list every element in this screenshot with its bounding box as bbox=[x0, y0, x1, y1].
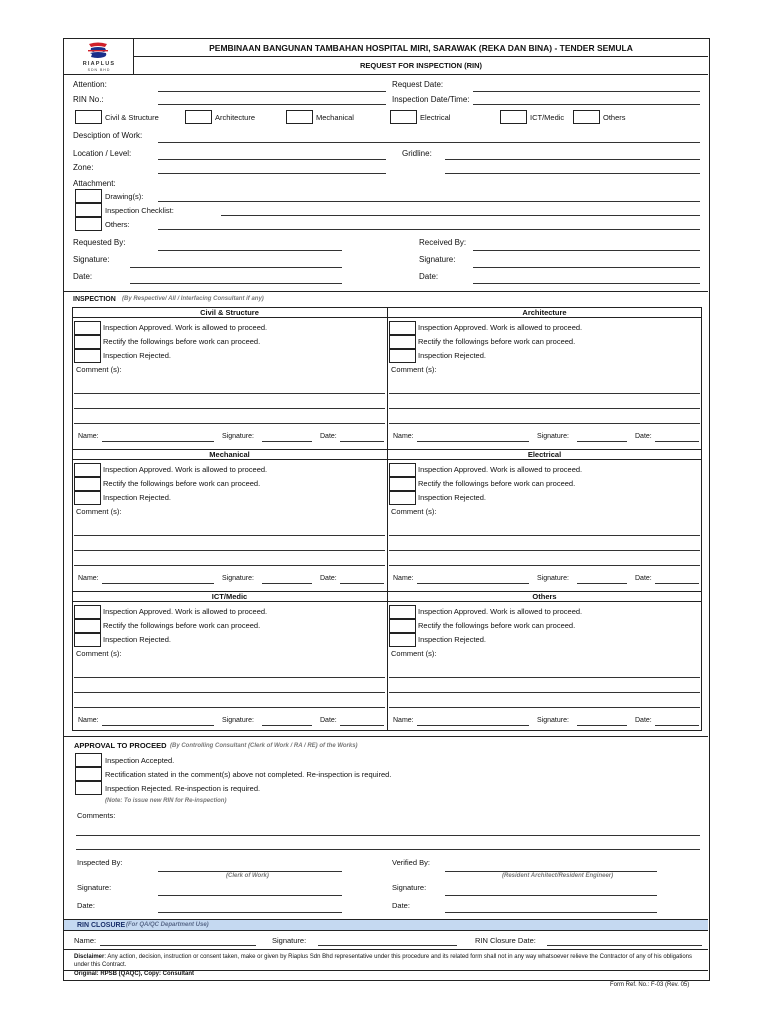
discipline-civil-label: Civil & Structure bbox=[105, 113, 159, 122]
logo-company-subtitle: SDN BHD bbox=[87, 68, 111, 72]
panel-comment-line[interactable] bbox=[74, 550, 385, 551]
disclaimer bbox=[74, 953, 702, 969]
discipline-electrical-checkbox[interactable] bbox=[390, 110, 417, 124]
panel-signature-field[interactable] bbox=[262, 441, 312, 442]
panel-option-checkbox[interactable] bbox=[389, 349, 416, 363]
discipline-others-label: Others bbox=[603, 113, 626, 122]
discipline-others-checkbox[interactable] bbox=[573, 110, 600, 124]
panel-option-label: Inspection Approved. Work is allowed to proceed. bbox=[103, 323, 268, 332]
attachment-drawings-field[interactable] bbox=[158, 201, 700, 202]
panel-option-checkbox[interactable] bbox=[389, 491, 416, 505]
panel-signature-label: Signature: bbox=[222, 433, 254, 440]
panel-title-electrical: Electrical bbox=[387, 449, 702, 460]
approval-rejected-checkbox[interactable] bbox=[75, 781, 102, 795]
attention-field[interactable] bbox=[158, 91, 386, 92]
clerk-of-work-note: (Clerk of Work) bbox=[226, 873, 269, 879]
panel-option-label: Inspection Approved. Work is allowed to proceed. bbox=[103, 465, 268, 474]
panel-name-label: Name: bbox=[393, 575, 414, 582]
panel-option-label: Rectify the followings before work can proceed. bbox=[103, 337, 261, 346]
panel-comment-line[interactable] bbox=[74, 408, 385, 409]
attachment-others-checkbox[interactable] bbox=[75, 217, 102, 231]
attention-label: Attention: bbox=[73, 80, 107, 89]
panel-option-label: Inspection Rejected. bbox=[418, 493, 486, 502]
inspected-date-field[interactable] bbox=[158, 912, 342, 913]
panel-option-label: Rectify the followings before work can proceed. bbox=[103, 621, 261, 630]
approval-comments-label: Comments: bbox=[77, 811, 116, 820]
panel-comment-line[interactable] bbox=[74, 565, 385, 566]
panel-comment-line[interactable] bbox=[389, 423, 700, 424]
zone-label: Zone: bbox=[73, 163, 94, 172]
original-copy-note: Original: RPSB (QAQC), Copy: Consultant bbox=[74, 971, 194, 977]
attachment-checklist-checkbox[interactable] bbox=[75, 203, 102, 217]
panel-comment-line[interactable] bbox=[74, 393, 385, 394]
panel-name-field[interactable] bbox=[417, 725, 529, 726]
panel-date-field[interactable] bbox=[655, 441, 699, 442]
closure-signature-label: Signature: bbox=[272, 936, 307, 945]
panel-option-row bbox=[387, 491, 702, 505]
section-divider bbox=[64, 736, 708, 737]
panel-comment-line[interactable] bbox=[74, 707, 385, 708]
attachment-drawings-label: Drawing(s): bbox=[105, 192, 144, 201]
received-signature-field[interactable] bbox=[473, 267, 700, 268]
discipline-architecture-checkbox[interactable] bbox=[185, 110, 212, 124]
panel-date-field[interactable] bbox=[340, 441, 384, 442]
verified-date-field[interactable] bbox=[445, 912, 657, 913]
closure-date-field[interactable] bbox=[547, 945, 702, 946]
closure-name-label: Name: bbox=[74, 936, 97, 945]
panel-option-checkbox[interactable] bbox=[389, 335, 416, 349]
panel-title-architecture: Architecture bbox=[387, 307, 702, 318]
panel-option-row bbox=[387, 633, 702, 647]
approval-rectification-label: Rectification stated in the comment(s) above not completed. Re-inspection is required. bbox=[105, 770, 392, 779]
inspected-date-label: Date: bbox=[77, 901, 95, 910]
discipline-mechanical-label: Mechanical bbox=[316, 113, 354, 122]
panel-comment-line[interactable] bbox=[389, 535, 700, 536]
discipline-architecture-label: Architecture bbox=[215, 113, 256, 122]
panel-option-checkbox[interactable] bbox=[74, 335, 101, 349]
panel-option-label: Rectify the followings before work can proceed. bbox=[418, 621, 576, 630]
panel-option-row bbox=[72, 463, 387, 477]
panel-option-checkbox[interactable] bbox=[389, 619, 416, 633]
panel-title-civil: Civil & Structure bbox=[72, 307, 387, 318]
zone-field[interactable] bbox=[158, 173, 386, 174]
approval-heading-note: (By Controlling Consultant (Clerk of Work / RA / RE) of the Works) bbox=[170, 743, 358, 749]
logo-company-name: RIAPLUS bbox=[82, 61, 116, 67]
panel-comment-line[interactable] bbox=[389, 408, 700, 409]
attachment-checklist-field[interactable] bbox=[221, 215, 700, 216]
panel-option-row bbox=[387, 619, 702, 633]
panel-option-label: Inspection Rejected. bbox=[103, 635, 171, 644]
panel-signature-field[interactable] bbox=[262, 583, 312, 584]
panel-comment-label: Comment (s): bbox=[391, 649, 437, 658]
request-date-field[interactable] bbox=[473, 91, 700, 92]
location-label: Location / Level: bbox=[73, 149, 132, 158]
approval-rectification-checkbox[interactable] bbox=[75, 767, 102, 781]
panel-comment-line[interactable] bbox=[74, 423, 385, 424]
discipline-civil-checkbox[interactable] bbox=[75, 110, 102, 124]
inspection-panel-ict bbox=[72, 591, 387, 732]
panel-title-mechanical: Mechanical bbox=[72, 449, 387, 460]
panel-option-checkbox[interactable] bbox=[74, 491, 101, 505]
panel-date-label: Date: bbox=[635, 717, 652, 724]
approval-accepted-label: Inspection Accepted. bbox=[105, 756, 175, 765]
inspection-datetime-label: Inspection Date/Time: bbox=[392, 95, 470, 104]
request-date-label: Request Date: bbox=[392, 80, 444, 89]
section-divider bbox=[64, 291, 708, 292]
company-logo bbox=[64, 39, 134, 75]
panel-signature-label: Signature: bbox=[222, 717, 254, 724]
panel-comment-line[interactable] bbox=[389, 677, 700, 678]
attachment-others-field[interactable] bbox=[158, 229, 700, 230]
panel-title-others: Others bbox=[387, 591, 702, 602]
form-title: REQUEST FOR INSPECTION (RIN) bbox=[359, 61, 483, 70]
panel-signature-field[interactable] bbox=[577, 725, 627, 726]
panel-comment-line[interactable] bbox=[389, 565, 700, 566]
panel-signature-field[interactable] bbox=[577, 441, 627, 442]
approval-accepted-checkbox[interactable] bbox=[75, 753, 102, 767]
approval-heading: APPROVAL TO PROCEED bbox=[74, 741, 167, 750]
inspection-panel-architecture bbox=[387, 307, 702, 448]
panel-name-label: Name: bbox=[78, 717, 99, 724]
inspection-heading: INSPECTION bbox=[73, 296, 116, 303]
panel-option-checkbox[interactable] bbox=[74, 349, 101, 363]
verified-signature-field[interactable] bbox=[445, 895, 657, 896]
panel-signature-field[interactable] bbox=[262, 725, 312, 726]
panel-name-label: Name: bbox=[78, 575, 99, 582]
panel-option-label: Rectify the followings before work can proceed. bbox=[418, 337, 576, 346]
panel-option-checkbox[interactable] bbox=[74, 477, 101, 491]
approval-comment-line-1[interactable] bbox=[76, 835, 700, 836]
panel-date-label: Date: bbox=[320, 433, 337, 440]
panel-signature-field[interactable] bbox=[577, 583, 627, 584]
panel-date-field[interactable] bbox=[655, 725, 699, 726]
panel-option-label: Rectify the followings before work can proceed. bbox=[418, 479, 576, 488]
panel-comment-line[interactable] bbox=[389, 393, 700, 394]
panel-title-ict: ICT/Medic bbox=[72, 591, 387, 602]
riaplus-logo-icon bbox=[85, 42, 111, 60]
rin-closure-bar bbox=[64, 919, 708, 931]
closure-signature-field[interactable] bbox=[318, 945, 457, 946]
verified-by-field[interactable] bbox=[445, 871, 657, 872]
form-reference: Form Ref. No.: F-03 (Rev. 05) bbox=[610, 982, 690, 988]
panel-option-checkbox[interactable] bbox=[389, 321, 416, 335]
inspection-panel-mechanical bbox=[72, 449, 387, 590]
inspected-signature-field[interactable] bbox=[158, 895, 342, 896]
panel-column-divider bbox=[387, 307, 388, 730]
requested-by-field[interactable] bbox=[158, 250, 342, 251]
inspection-panel-others bbox=[387, 591, 702, 732]
panel-date-field[interactable] bbox=[655, 583, 699, 584]
attachment-drawings-checkbox[interactable] bbox=[75, 189, 102, 203]
verified-by-label: Verified By: bbox=[392, 858, 430, 867]
approval-reinspection-note: (Note: To issue new RIN for Re-inspection) bbox=[105, 798, 227, 804]
verified-date-label: Date: bbox=[392, 901, 410, 910]
gridline-label: Gridline: bbox=[402, 149, 432, 158]
panel-option-checkbox[interactable] bbox=[74, 619, 101, 633]
panel-option-row bbox=[72, 335, 387, 349]
panel-option-row bbox=[72, 349, 387, 363]
verified-signature-label: Signature: bbox=[392, 883, 427, 892]
panel-option-label: Rectify the followings before work can proceed. bbox=[103, 479, 261, 488]
panel-signature-label: Signature: bbox=[222, 575, 254, 582]
inspected-signature-label: Signature: bbox=[77, 883, 112, 892]
panel-comment-label: Comment (s): bbox=[391, 365, 437, 374]
panel-name-label: Name: bbox=[393, 433, 414, 440]
attachment-label: Attachment: bbox=[73, 179, 116, 188]
rin-closure-heading: RIN CLOSURE bbox=[77, 922, 126, 929]
panel-option-row bbox=[72, 321, 387, 335]
panel-option-checkbox[interactable] bbox=[74, 463, 101, 477]
approval-rejected-label: Inspection Rejected. Re-inspection is required. bbox=[105, 784, 261, 793]
panel-option-label: Inspection Rejected. bbox=[418, 351, 486, 360]
inspected-by-field[interactable] bbox=[158, 871, 342, 872]
panel-frame-bottom bbox=[72, 730, 702, 731]
disclaimer-label: Disclaimer bbox=[74, 954, 105, 960]
panel-date-label: Date: bbox=[320, 575, 337, 582]
panel-date-label: Date: bbox=[320, 717, 337, 724]
panel-comment-label: Comment (s): bbox=[391, 507, 437, 516]
panel-signature-label: Signature: bbox=[537, 575, 569, 582]
approval-comment-line-2[interactable] bbox=[76, 849, 700, 850]
inspected-by-label: Inspected By: bbox=[77, 858, 123, 867]
discipline-ict-checkbox[interactable] bbox=[500, 110, 527, 124]
panel-comment-line[interactable] bbox=[74, 535, 385, 536]
form-header bbox=[64, 39, 708, 75]
rin-no-field[interactable] bbox=[158, 104, 386, 105]
requested-signature-field[interactable] bbox=[130, 267, 342, 268]
panel-date-field[interactable] bbox=[340, 583, 384, 584]
attachment-others-label: Others: bbox=[105, 220, 130, 229]
panel-option-checkbox[interactable] bbox=[389, 633, 416, 647]
panel-comment-label: Comment (s): bbox=[76, 649, 122, 658]
panel-option-row bbox=[387, 335, 702, 349]
location-field[interactable] bbox=[158, 159, 386, 160]
panel-name-label: Name: bbox=[393, 717, 414, 724]
zone-extra-field[interactable] bbox=[445, 173, 700, 174]
received-by-field[interactable] bbox=[473, 250, 700, 251]
panel-option-row bbox=[72, 477, 387, 491]
discipline-electrical-label: Electrical bbox=[420, 113, 451, 122]
panel-option-label: Inspection Rejected. bbox=[418, 635, 486, 644]
description-label: Desciption of Work: bbox=[73, 131, 143, 140]
requested-date-field[interactable] bbox=[130, 283, 342, 284]
discipline-ict-label: ICT/Medic bbox=[530, 113, 565, 122]
panel-comment-line[interactable] bbox=[74, 677, 385, 678]
received-date-label: Date: bbox=[419, 272, 439, 281]
gridline-field[interactable] bbox=[445, 159, 700, 160]
panel-option-row bbox=[72, 633, 387, 647]
rin-closure-note: (For QA/QC Department Use) bbox=[126, 922, 209, 928]
panel-frame-left bbox=[72, 307, 73, 730]
panel-option-row bbox=[387, 349, 702, 363]
discipline-mechanical-checkbox[interactable] bbox=[286, 110, 313, 124]
panel-signature-label: Signature: bbox=[537, 433, 569, 440]
panel-option-row bbox=[387, 605, 702, 619]
panel-option-row bbox=[72, 619, 387, 633]
description-field[interactable] bbox=[158, 142, 700, 143]
panel-option-checkbox[interactable] bbox=[74, 321, 101, 335]
received-by-label: Received By: bbox=[419, 238, 467, 247]
panel-option-label: Inspection Approved. Work is allowed to proceed. bbox=[418, 465, 583, 474]
panel-option-row bbox=[387, 463, 702, 477]
panel-frame-right bbox=[701, 307, 702, 730]
panel-comment-label: Comment (s): bbox=[76, 507, 122, 516]
panel-name-label: Name: bbox=[78, 433, 99, 440]
requested-by-label: Requested By: bbox=[73, 238, 126, 247]
panel-name-field[interactable] bbox=[102, 441, 214, 442]
inspection-panel-civil bbox=[72, 307, 387, 448]
requested-signature-label: Signature: bbox=[73, 255, 110, 264]
closure-date-label: RIN Closure Date: bbox=[475, 936, 536, 945]
disclaimer-text: : Any action, decision, instruction or consent taken, make or given by Riaplus Sdn Bhd representative under this procedure and its related form shall not in any way whatsoever relieve the Contractor of any of his obligations under this Contract. bbox=[74, 954, 693, 968]
panel-comment-line[interactable] bbox=[389, 692, 700, 693]
panel-signature-label: Signature: bbox=[537, 717, 569, 724]
panel-option-label: Inspection Approved. Work is allowed to proceed. bbox=[418, 323, 583, 332]
panel-comment-line[interactable] bbox=[74, 692, 385, 693]
panel-option-row bbox=[387, 477, 702, 491]
resident-architect-note: (Resident Architect/Resident Engineer) bbox=[502, 873, 614, 879]
panel-option-checkbox[interactable] bbox=[74, 633, 101, 647]
attachment-checklist-label: Inspection Checklist: bbox=[105, 206, 174, 215]
panel-name-field[interactable] bbox=[102, 725, 214, 726]
panel-name-field[interactable] bbox=[102, 583, 214, 584]
panel-option-row bbox=[72, 605, 387, 619]
panel-comment-line[interactable] bbox=[389, 707, 700, 708]
rin-no-label: RIN No.: bbox=[73, 95, 104, 104]
panel-option-label: Inspection Rejected. bbox=[103, 493, 171, 502]
section-divider bbox=[64, 949, 708, 950]
panel-option-checkbox[interactable] bbox=[389, 463, 416, 477]
panel-option-checkbox[interactable] bbox=[389, 605, 416, 619]
panel-option-label: Inspection Approved. Work is allowed to proceed. bbox=[418, 607, 583, 616]
panel-date-field[interactable] bbox=[340, 725, 384, 726]
rin-form bbox=[63, 38, 710, 981]
requested-date-label: Date: bbox=[73, 272, 93, 281]
panel-date-label: Date: bbox=[635, 433, 652, 440]
panel-option-row bbox=[387, 321, 702, 335]
panel-date-label: Date: bbox=[635, 575, 652, 582]
panel-name-field[interactable] bbox=[417, 583, 529, 584]
closure-name-field[interactable] bbox=[100, 945, 256, 946]
received-date-field[interactable] bbox=[473, 283, 700, 284]
panel-option-checkbox[interactable] bbox=[74, 605, 101, 619]
panel-option-row bbox=[72, 491, 387, 505]
panel-option-checkbox[interactable] bbox=[389, 477, 416, 491]
panel-option-label: Inspection Approved. Work is allowed to proceed. bbox=[103, 607, 268, 616]
panel-comment-line[interactable] bbox=[389, 550, 700, 551]
inspection-datetime-field[interactable] bbox=[473, 104, 700, 105]
inspection-panel-electrical bbox=[387, 449, 702, 590]
panel-option-label: Inspection Rejected. bbox=[103, 351, 171, 360]
project-title: PEMBINAAN BANGUNAN TAMBAHAN HOSPITAL MIRI, SARAWAK (REKA DAN BINA) - TENDER SEMULA bbox=[134, 39, 708, 57]
panel-name-field[interactable] bbox=[417, 441, 529, 442]
received-signature-label: Signature: bbox=[419, 255, 456, 264]
inspection-heading-note: (By Respective/ All / Interfacing Consultant if any) bbox=[122, 296, 264, 302]
panel-comment-label: Comment (s): bbox=[76, 365, 122, 374]
